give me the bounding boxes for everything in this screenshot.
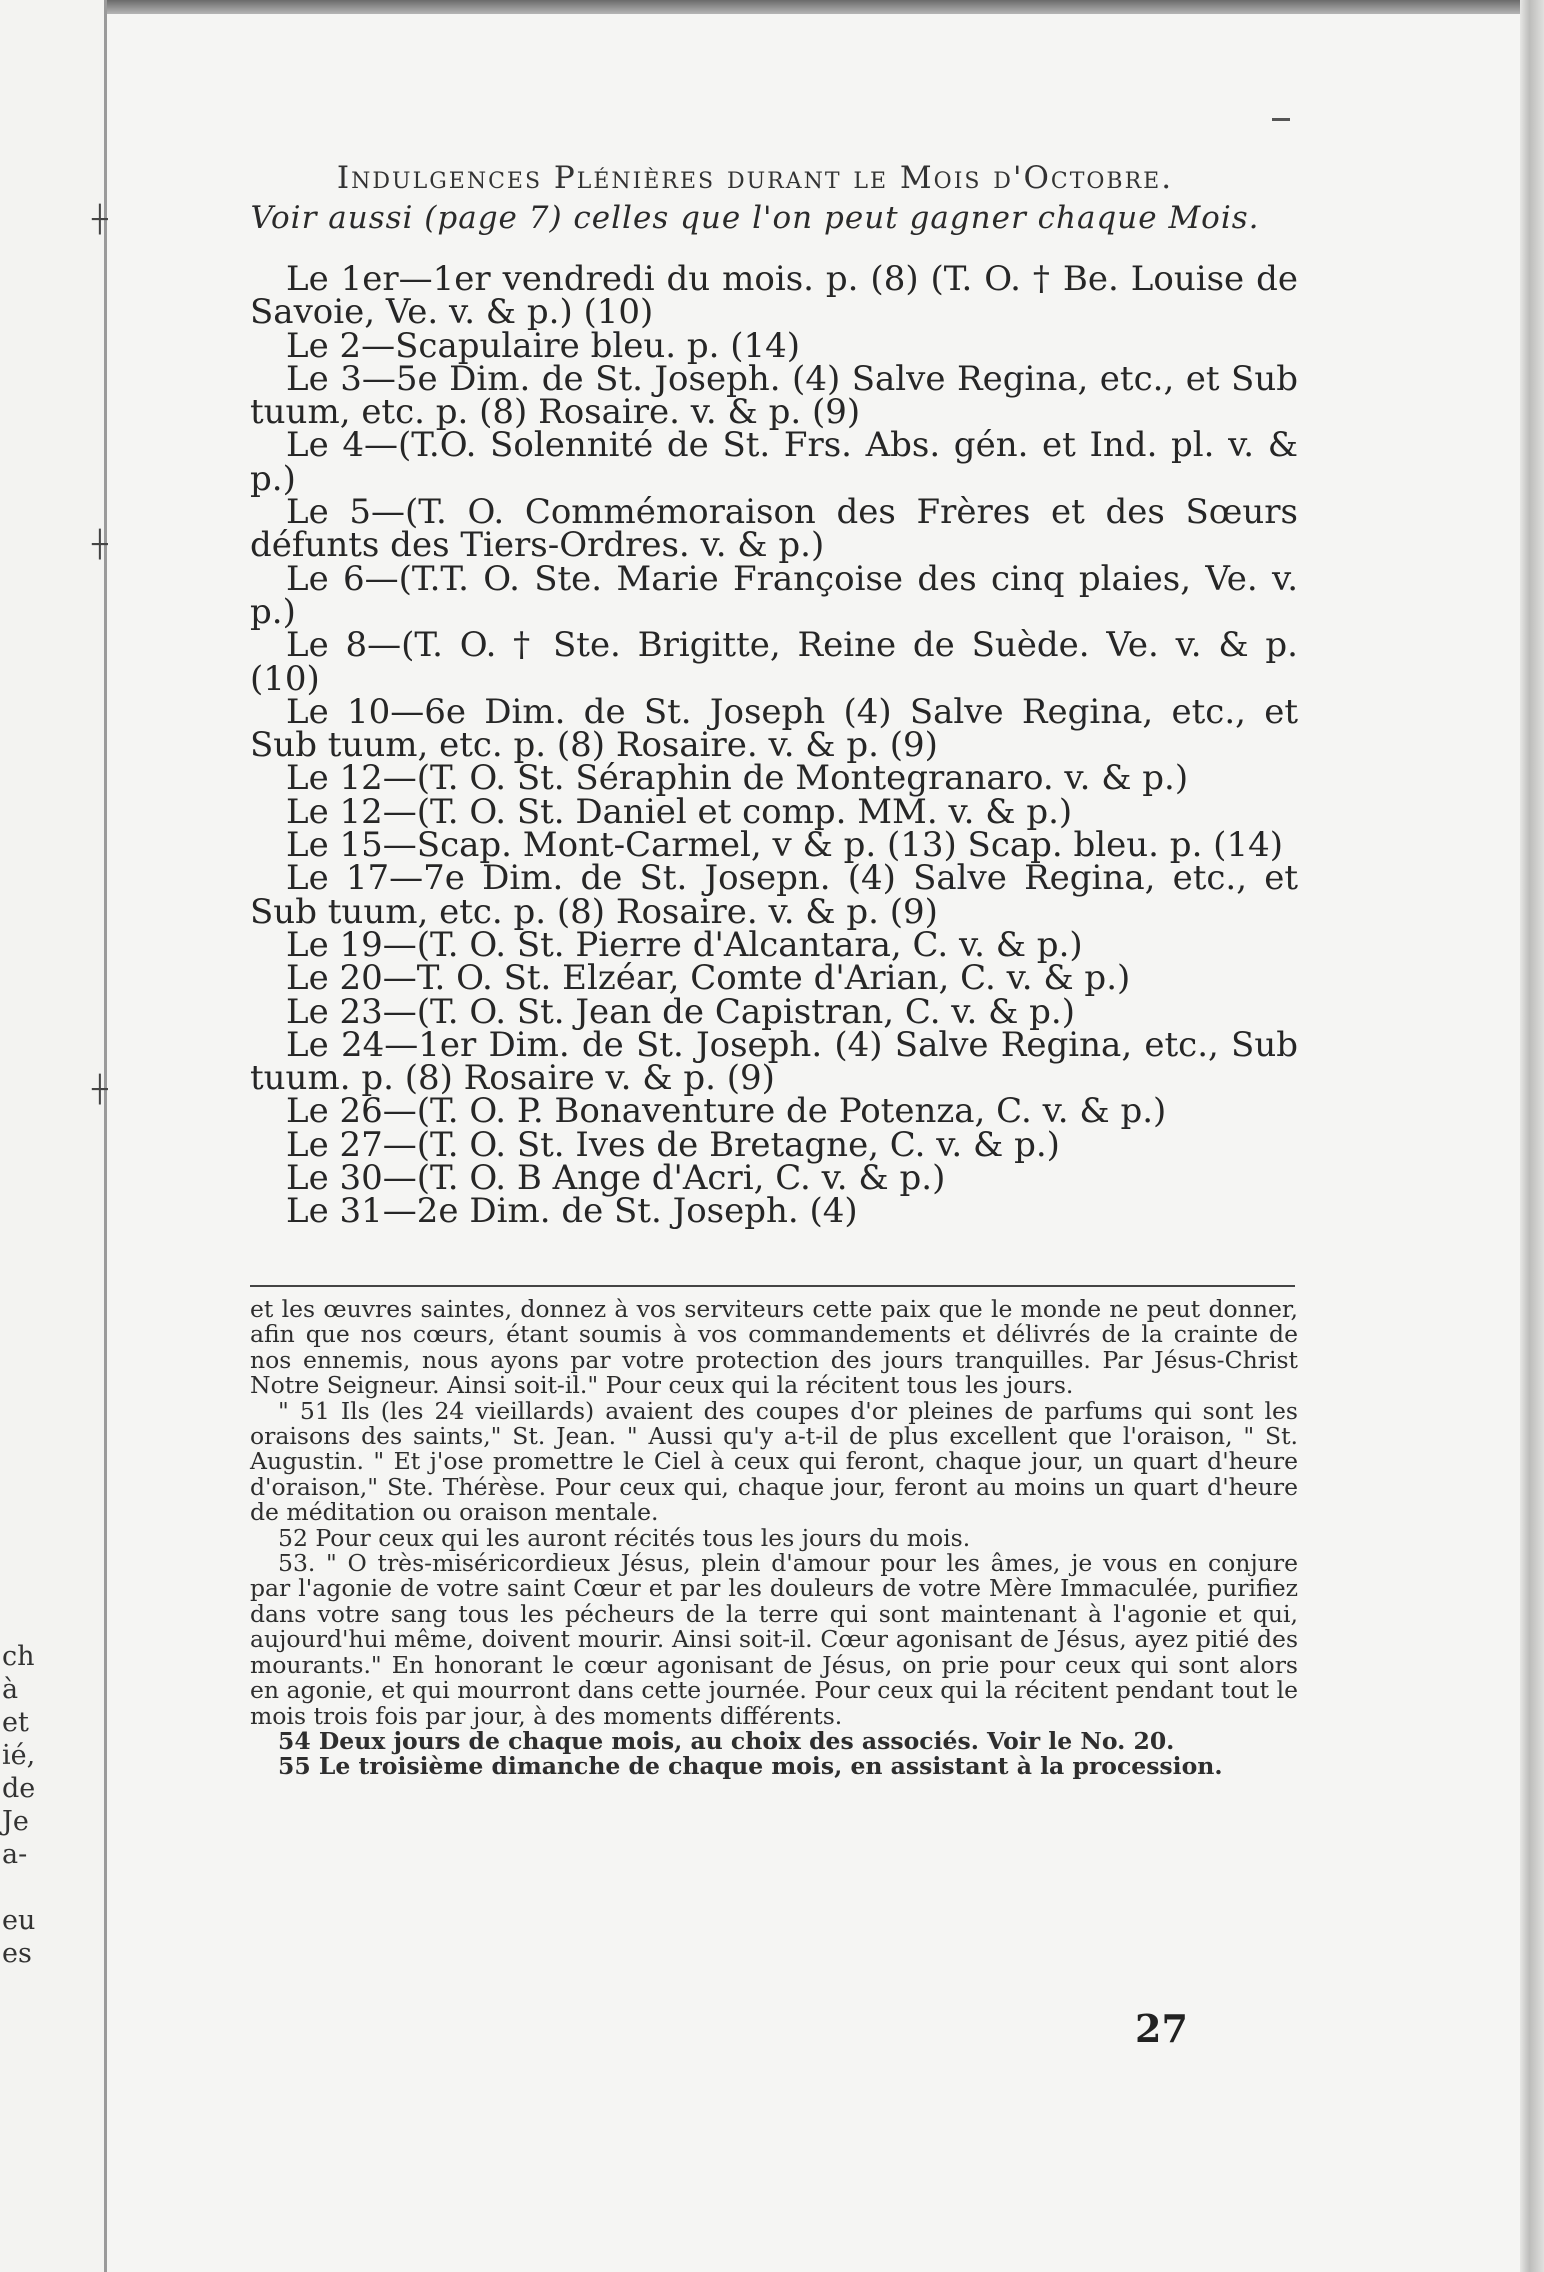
list-item: Le 17—7e Dim. de St. Josepn. (4) Salve Regina, etc., et Sub tuum, etc. p. (8) Rosaire. v. & p. (9) (250, 858, 1298, 932)
footnote: 55 Le troisième dimanche de chaque mois, en assistant à la procession. (278, 1752, 1223, 1781)
list-item: Le 20—T. O. St. Elzéar, Comte d'Arian, C. v. & p.) (286, 958, 1131, 999)
left-fragment (2, 1871, 42, 1904)
list-item: Le 4—(T.O. Solennité de St. Frs. Abs. gén. et Ind. pl. v. & p.) (250, 425, 1298, 499)
page-subtitle: Voir aussi (page 7) celles que l'on peut gagner chaque Mois. (250, 200, 1260, 236)
indulgence-list (250, 259, 1298, 1232)
margin-mark: ┼ (92, 205, 108, 235)
list-item: Le 6—(T.T. O. Ste. Marie Françoise des cinq plaies, Ve. v. p.) (250, 558, 1298, 632)
list-item: Le 10—6e Dim. de St. Joseph (4) Salve Regina, etc., et Sub tuum, etc. p. (8) Rosaire. v. & p. (9) (250, 691, 1298, 766)
list-item: Le 31—2e Dim. de St. Joseph. (4) (286, 1191, 858, 1232)
list-item: Le 24—1er Dim. de St. Joseph. (4) Salve Regina, etc., Sub tuum. p. (8) Rosaire v. & p. (9) (250, 1024, 1298, 1099)
corner-mark (1272, 118, 1290, 121)
margin-mark: ┼ (92, 530, 108, 560)
left-fragment: à (2, 1674, 19, 1705)
footnotes (250, 1297, 1298, 1780)
left-fragment: es (2, 1938, 32, 1969)
left-fragment: eu (2, 1905, 36, 1936)
list-item: Le 12—(T. O. St. Séraphin de Montegranaro. v. & p.) (286, 758, 1189, 799)
list-item: Le 19—(T. O. St. Pierre d'Alcantara, C. v. & p.) (286, 924, 1083, 965)
left-page-text (2, 1640, 42, 1970)
left-fragment: ch (2, 1641, 35, 1672)
list-item: Le 2—Scapulaire bleu. p. (14) (286, 325, 801, 366)
footnote: 53. " O très-miséricordieux Jésus, plein d'amour pour les âmes, je vous en conjure par l'agonie de votre saint Cœur et par les douleurs de votre Mère Immaculée, purifiez dans votre sang tous les pécheurs de la terre qui sont maintenant à l'agonie et qui, aujourd'hui même, doivent mourir. Ainsi soit-il. Cœur agonisant de Jésus, ayez pitié des mourants." En honorant le cœur agonisant de Jésus, on prie pour ceux qui sont alors en agonie, et qui mourront dans cette journée. Pour ceux qui la récitent pendant tout le mois trois fois par jour, à des moments différents. (250, 1549, 1298, 1730)
footnote: 52 Pour ceux qui les auront récités tous les jours du mois. (278, 1523, 971, 1552)
right-page-edge (1520, 0, 1544, 2272)
left-fragment: et (2, 1707, 29, 1738)
footnote: " 51 Ils (les 24 vieillards) avaient des coupes d'or pleines de parfums qui sont les oraisons des saints," St. Jean. " Aussi qu'y a-t-il de plus excellent que l'oraison, " St. Augustin. " Et j'ose promettre le Ciel à ceux qui feront, chaque jour, un quart d'heure d'oraison," Ste. Thérèse. Pour ceux qui, chaque jour, feront au moins un quart d'heure de méditation ou oraison mentale. (250, 1396, 1298, 1527)
list-item: Le 1er—1er vendredi du mois. p. (8) (T. O. † Be. Louise de Savoie, Ve. v. & p.) (10) (250, 259, 1298, 333)
left-fragment: Je (2, 1806, 29, 1837)
list-item: Le 26—(T. O. P. Bonaventure de Potenza, C. v. & p.) (286, 1091, 1167, 1132)
left-fragment: a- (2, 1839, 28, 1870)
list-item: Le 30—(T. O. B Ange d'Acri, C. v. & p.) (286, 1158, 946, 1199)
margin-mark: ┼ (92, 1075, 108, 1105)
page-binding-edge (0, 0, 1544, 14)
footnote-divider (250, 1285, 1295, 1287)
page-number: 27 (1135, 2006, 1188, 2051)
left-fragment: ié, (2, 1740, 36, 1771)
list-item: Le 12—(T. O. St. Daniel et comp. MM. v. & p.) (286, 791, 1073, 832)
footnote: 54 Deux jours de chaque mois, au choix des associés. Voir le No. 20. (278, 1726, 1175, 1755)
list-item: Le 23—(T. O. St. Jean de Capistran, C. v. & p.) (286, 991, 1076, 1032)
list-item: Le 3—5e Dim. de St. Joseph. (4) Salve Regina, etc., et Sub tuum, etc. p. (8) Rosaire. v. & p. (9) (250, 358, 1298, 433)
list-item: Le 8—(T. O. † Ste. Brigitte, Reine de Suède. Ve. v. & p. (10) (250, 625, 1298, 699)
left-page-sliver (0, 0, 107, 2272)
page-title: Indulgences Plénières durant le Mois d'Octobre. (336, 160, 1174, 196)
left-fragment: de (2, 1773, 36, 1804)
list-item: Le 27—(T. O. St. Ives de Bretagne, C. v. & p.) (286, 1124, 1060, 1165)
list-item: Le 5—(T. O. Commémoraison des Frères et des Sœurs défunts des Tiers-Ordres. v. & p.) (250, 492, 1298, 566)
footnote: et les œuvres saintes, donnez à vos serviteurs cette paix que le monde ne peut donner, afin que nos cœurs, étant soumis à vos commandements et délivrés de la crainte de nos ennemis, nous ayons par votre protection des jours tranquilles. Par Jésus-Christ Notre Seigneur. Ainsi soit-il." Pour ceux qui la récitent tous les jours. (250, 1295, 1298, 1400)
list-item: Le 15—Scap. Mont-Carmel, v & p. (13) Scap. bleu. p. (14) (286, 825, 1283, 866)
